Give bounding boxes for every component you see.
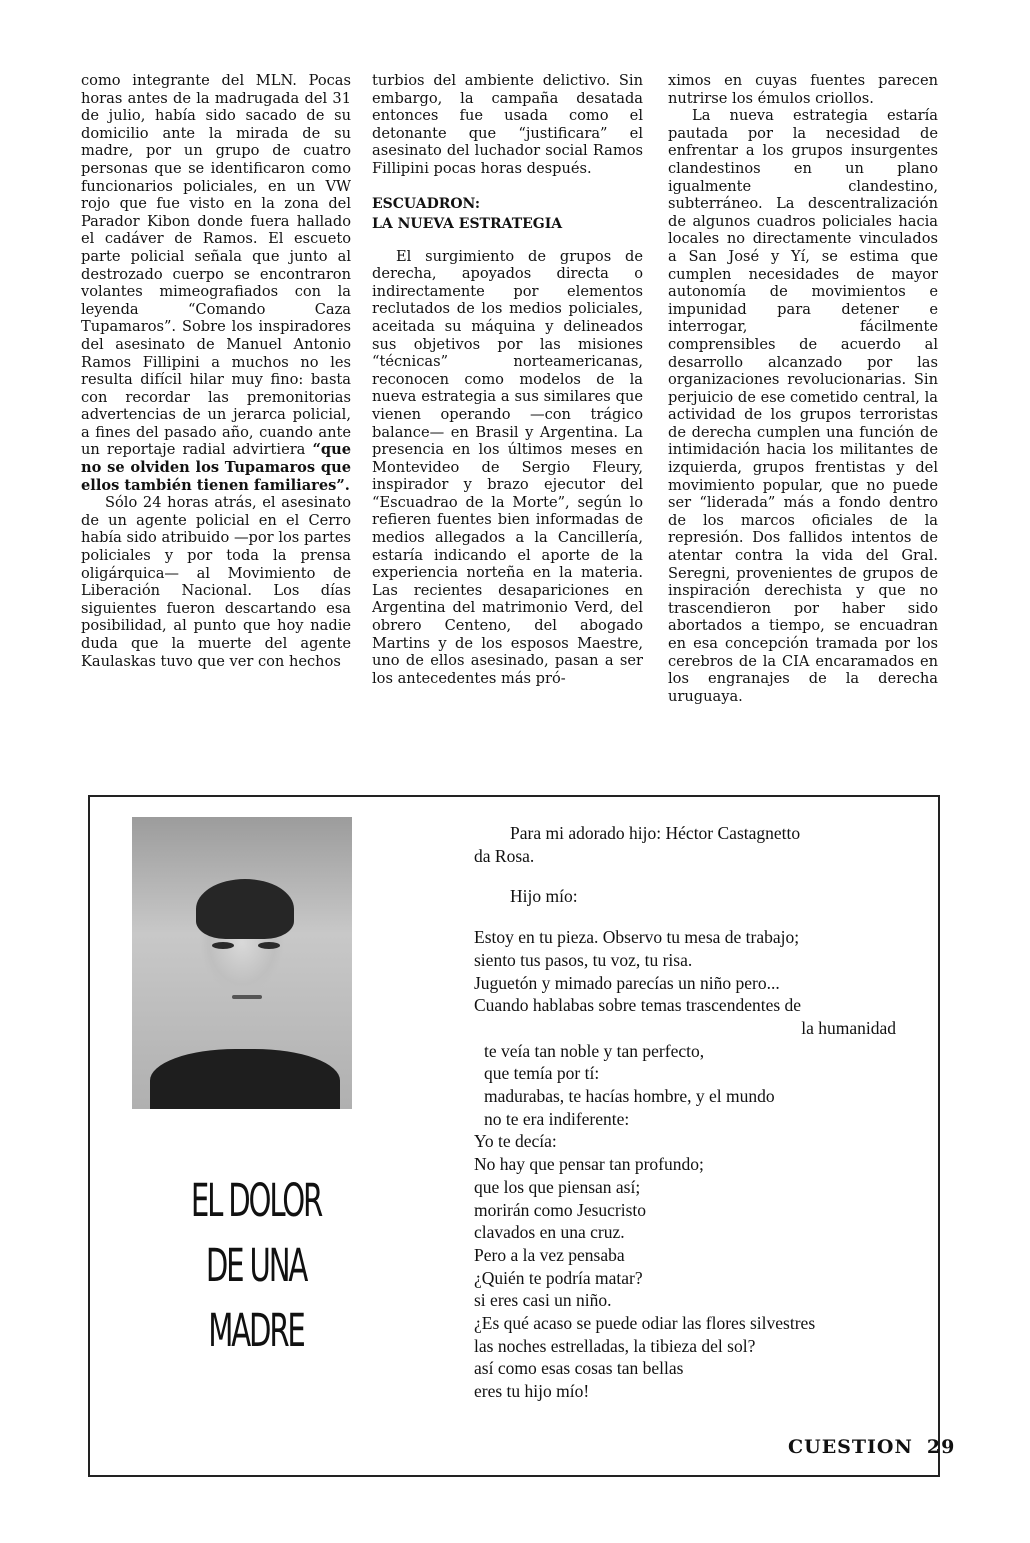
portrait-mouth [232, 995, 262, 999]
column-3-paragraph-1: ximos en cuyas fuentes parecen nutrirse los émulos criollos. [668, 72, 938, 107]
tribute-title [180, 1168, 333, 1363]
poem-line: si eres casi un niño. [474, 1290, 612, 1311]
article-column-1 [81, 72, 351, 670]
column-2-paragraph-1: turbios del ambiente delictivo. Sin embargo, la campaña desatada entonces fue usada como el detonante que “justificara” el asesinato del luchador social Ramos Fillipini pocas horas después. [372, 72, 643, 177]
poem-line: Yo te decía: [474, 1131, 557, 1152]
tribute-title-line-1: EL DOLOR [190, 1174, 322, 1227]
poem-line: No hay que pensar tan profundo; [474, 1154, 704, 1175]
poem-line: eres tu hijo mío! [474, 1381, 590, 1402]
magazine-name: CUESTION [788, 1436, 913, 1458]
poem-line: así como esas cosas tan bellas [474, 1358, 684, 1379]
poem-line: morirán como Jesucristo [474, 1199, 647, 1220]
article-column-3 [668, 72, 938, 705]
poem-line: que los que piensan así; [474, 1176, 641, 1197]
portrait-eye-right [258, 942, 280, 949]
poem-line: madurabas, te hacías hombre, y el mundo [484, 1086, 775, 1107]
poem-line: Pero a la vez pensaba [474, 1244, 625, 1265]
column-1-paragraph-1: como integrante del MLN. Pocas horas antes de la madrugada del 31 de julio, había sido sacado de su domicilio ante la mirada de su madre, por un grupo de cuatro personas que se identificaron como funcionarios policiales, en un VW rojo que fue visto en la zona del Parador Kibon donde fuera hallado el cadáver de Ramos. El escueto parte policial señala que junto al destrozado cuerpo se encontraron volantes mimeografiados con la leyenda “Comando Caza Tupamaros”. Sobre los inspiradores del asesinato de Manuel Antonio Ramos Fillipini a muchos no les resulta difícil hilar muy fino: basta con recordar las premonitorias advertencias de un jerarca policial, a fines del pasado año, cuando ante un reportaje radial advirtiera “que no se olviden los Tupamaros que ellos también tienen familiares”. [81, 72, 351, 494]
poem-line: clavados en una cruz. [474, 1222, 625, 1243]
poem-line: siento tus pasos, tu voz, tu risa. [474, 949, 693, 970]
poem-line: las noches estrelladas, la tibieza del sol? [474, 1335, 756, 1356]
poem-line: la humanidad [801, 1017, 896, 1038]
poem-line: Estoy en tu pieza. Observo tu mesa de trabajo; [474, 927, 800, 948]
portrait-hair [196, 879, 294, 939]
poem-line: Cuando hablabas sobre temas trascendentes de [474, 995, 802, 1016]
page-footer [788, 1436, 955, 1458]
poem-line: que temía por tí: [484, 1063, 600, 1084]
section-heading [372, 194, 643, 234]
tribute-title-line-3: MADRE [208, 1304, 304, 1357]
column-3-paragraph-2: La nueva estrategia estaría pautada por la necesidad de enfrentar a los grupos insurgentes clandestinos en un plano igualmente clandestino, subterráneo. La descentralización de algunos cuadros policiales hacia locales no directamente vinculados a San José y Yí, se estima que cumplen necesidades de mayor autonomía de movimientos e impunidad para detener e interrogar, fácilmente comprensibles de acuerdo al desarrollo alcanzado por las organizaciones revolucionarias. Sin perjuicio de ese cometido central, la actividad de los grupos terroristas de derecha cumplen una función de intimidación hacia los militantes de izquierda, grupos frentistas y del movimiento popular, que no puede ser “liderada” más a fondo dentro de los marcos oficiales de la represión. Dos fallidos intentos de atentar contra la vida del Gral. Seregni, provenientes de grupos de inspiración derechista y que no trascendieron por haber sido abortados a tiempo, se encuadran en esa concepción tramada por los cerebros de la CIA encaramados en los engranajes de la derecha uruguaya. [668, 107, 938, 705]
column-2-paragraph-2: El surgimiento de grupos de derecha, apoyados directa o indirectamente por elementos reclutados de los medios policiales, aceitada su máquina y delineados sus objetivos por las misiones “técnicas” norteamericanas, reconocen como modelos de la nueva estrategia a sus similares que vienen operando —con trágico balance— en Brasil y Argentina. La presencia en los últimos meses en Montevideo de Sergio Fleury, inspirador y brazo ejecutor del “Escuadrao de la Morte”, según lo refieren fuentes bien informadas de medios allegados a la Cancillería, estaría indicando el aporte de la experiencia norteña en la materia. Las recientes desapariciones en Argentina del matrimonio Verd, del obrero Centeno, del abogado Martins y de los esposos Maestre, uno de ellos asesinado, pasan a ser los antecedentes más pró- [372, 247, 643, 687]
portrait-jacket [150, 1049, 340, 1109]
quote-bold: “que no se olviden los Tupamaros que ellos también tienen familiares”. [81, 441, 351, 494]
poem-line: ¿Quién te podría matar? [474, 1267, 643, 1288]
column-1-paragraph-2: Sólo 24 horas atrás, el asesinato de un agente policial en el Cerro había sido atribuido —por los partes policiales y por toda la prensa oligárquica— al Movimiento de Liberación Nacional. Los días siguientes fueron descartando esa posibilidad, al punto que hoy nadie duda que la muerte del agente Kaulaskas tuvo que ver con hechos [81, 494, 351, 670]
section-heading-line-2: LA NUEVA ESTRATEGIA [372, 215, 563, 232]
dedication-line-1: Para mi adorado hijo: Héctor Castagnetto [510, 823, 801, 843]
portrait-photo [132, 817, 352, 1109]
poem-line: Juguetón y mimado parecías un niño pero... [474, 972, 780, 993]
poem-line: te veía tan noble y tan perfecto, [484, 1040, 705, 1061]
article-column-2 [372, 72, 643, 687]
salutation: Hijo mío: [510, 886, 578, 907]
dedication-line-2: da Rosa. [474, 845, 535, 866]
tribute-title-line-2: DE UNA [205, 1239, 307, 1292]
poem-line: ¿Es qué acaso se puede odiar las flores silvestres [474, 1313, 816, 1334]
poem [474, 822, 924, 1403]
page-number: 29 [926, 1436, 956, 1458]
poem-line: no te era indiferente: [484, 1108, 630, 1129]
portrait-eye-left [212, 942, 234, 949]
section-heading-line-1: ESCUADRON: [372, 195, 481, 212]
